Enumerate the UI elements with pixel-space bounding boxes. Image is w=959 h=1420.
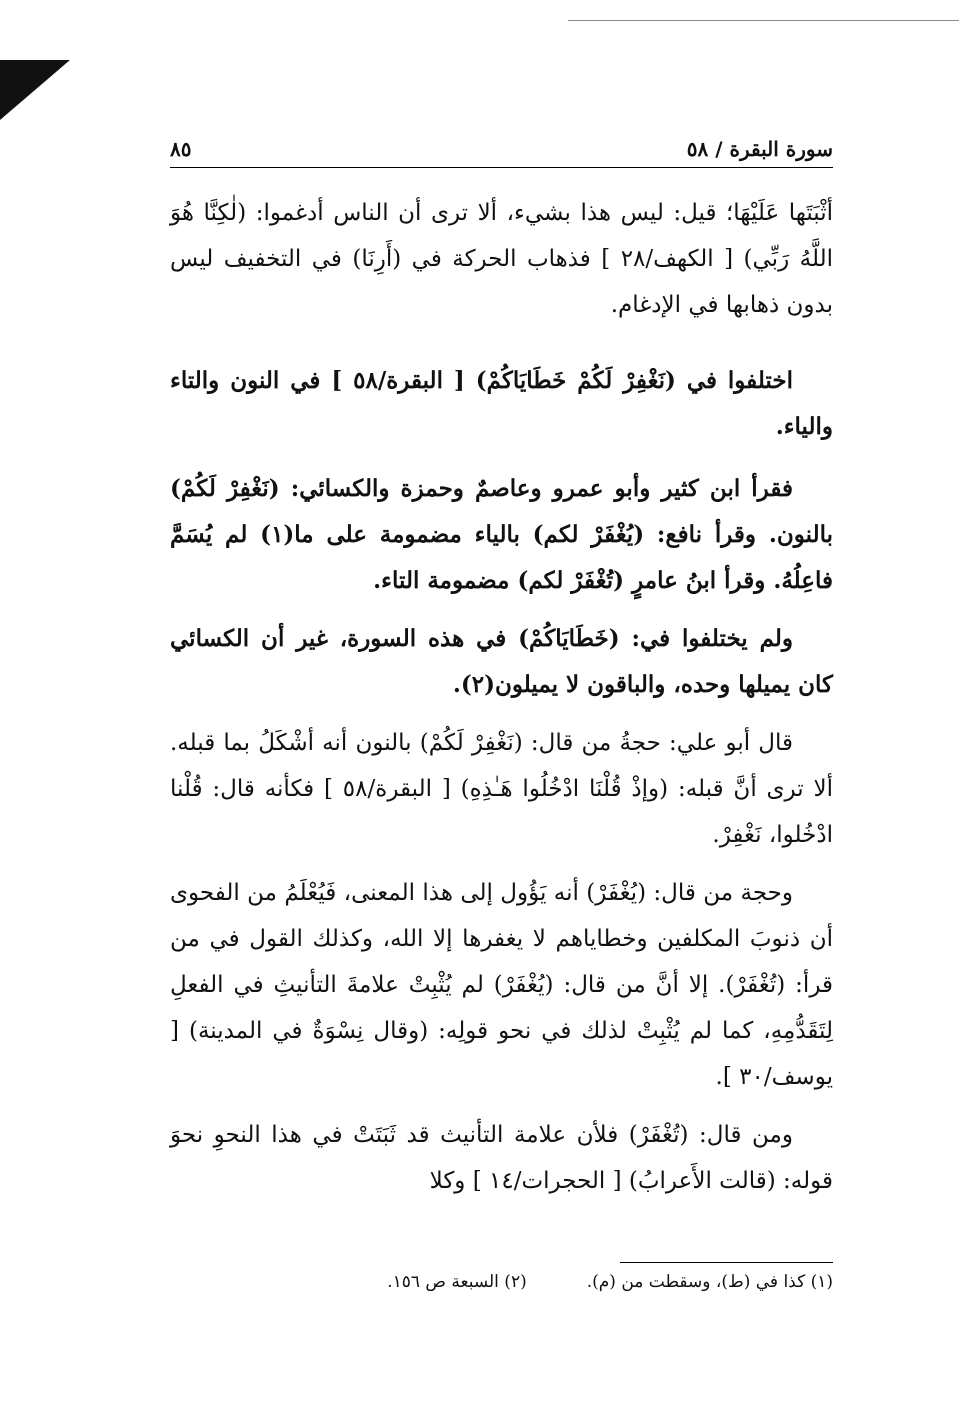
paragraph: أثْبَتَها عَلَيْهَا؛ قيل: ليس هذا بشيء، ألا ترى أن الناس أدغموا: (لٰكِنَّا هُوَ اللَّهُ رَبِّي) [ الكهف/٢٨ ] فذهاب الحركة في (أَرِنَا) في التخفيف ليس بدون ذهابها في الإدغام. xyxy=(170,200,833,318)
top-rule-segment xyxy=(942,20,959,21)
corner-triangle-mark xyxy=(0,60,70,120)
paragraph: وحجة من قال: (يُغْفَرْ) أنه يَؤُول إلى هذا المعنى، فَيُعْلَمُ من الفحوى أن ذنوبَ المكلفين وخطاياهم لا يغفرها إلا الله، وكذلك القول في من قرأ: (تُغْفَرْ). إلا أنَّ من قال: (يُغْفَرْ) لم يُثْبِتْ علامةَ التأنيثِ في الفعلِ لِتَقَدُّمِهِ، كما لم يُثْبِتْ لذلك في نحو قولِه: (وقال نِسْوَةٌ في المدينة) [ يوسف/٣٠ ]. xyxy=(170,880,833,1090)
footnotes xyxy=(170,1268,833,1296)
paragraph: قال أبو علي: حجةُ من قال: (نَغْفِرْ لَكُمْ) بالنون أنه أشْكَلُ بما قبله. ألا ترى أنَّ قبله: (وإذْ قُلْنَا ادْخُلُوا هَـٰذِهِ) [ البقرة/٥٨ ] فكأنه قال: قُلْنا ادْخُلوا، نَغْفِرْ. xyxy=(170,730,833,848)
top-rule xyxy=(568,20,959,21)
footnote: (١) كذا في (ط)، وسقطت من (م). xyxy=(586,1272,833,1292)
section-heading: اختلفوا في (نَغْفِرْ لَكُمْ خَطَايَاكُمْ) [ البقرة/٥٨ ] في النون والتاء والياء. xyxy=(170,367,833,440)
paragraph: ومن قال: (تُغْفَرْ) فلأن علامة التأنيث قد ثَبَتَتْ في هذا النحوِ نحوَ قوله: (قالت الأَعرابُ) [ الحجرات/١٤ ] وكلا xyxy=(170,1122,833,1194)
footnote: (٢) السبعة ص ١٥٦. xyxy=(387,1272,527,1292)
paragraph: فقرأ ابن كثير وأبو عمرو وعاصمٌ وحمزة والكسائي: (نَغْفِرْ لَكُمْ) بالنون. وقرأ نافع: (يُغْفَرْ لكم) بالياء مضمومة على ما(١) لم يُسَمَّ فاعِلُهُ. وقرأ ابنُ عامرٍ (تُغْفَرْ لكم) مضمومة التاء. xyxy=(170,475,833,594)
paragraph: ولم يختلفوا في: (خَطَايَاكُمْ) في هذه السورة، غير أن الكسائي كان يميلها وحده، والباقون لا يميلون(٢). xyxy=(170,625,833,698)
running-title: سورة البقرة / ٥٨ xyxy=(686,137,833,161)
header-rule xyxy=(170,167,833,168)
page-body xyxy=(170,190,833,1216)
footnote-rule xyxy=(620,1262,833,1263)
page-number: ٨٥ xyxy=(170,137,192,161)
page-header xyxy=(170,132,833,166)
